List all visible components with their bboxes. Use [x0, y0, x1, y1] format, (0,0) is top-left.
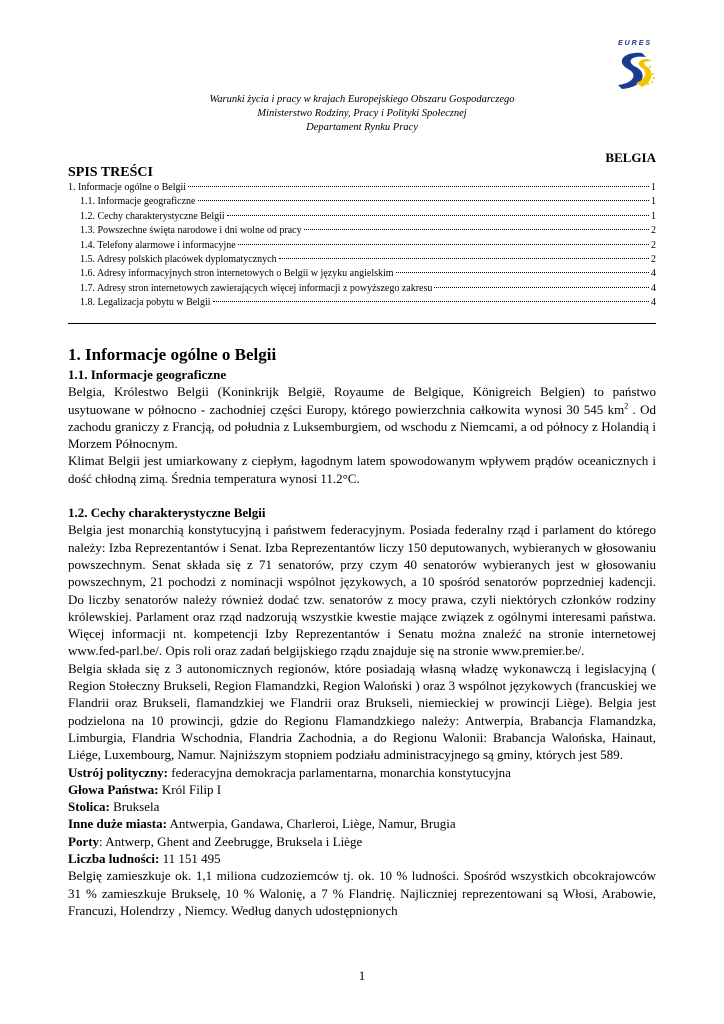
toc-entry-label: 1.2. Cechy charakterystyczne Belgii — [80, 210, 225, 222]
toc-leader-dots — [238, 244, 649, 245]
toc-entry[interactable] — [68, 224, 656, 238]
header-line-1: Warunki życia i pracy w krajach Europejskiego Obszaru Gospodarczego — [209, 94, 515, 105]
toc-entry-page: 1 — [651, 196, 656, 208]
toc-entry-page: 1 — [651, 210, 656, 222]
fact-value: 11 151 495 — [159, 851, 221, 867]
toc-entry[interactable] — [68, 239, 656, 253]
toc-leader-dots — [198, 200, 650, 201]
toc-leader-dots — [434, 287, 649, 288]
page-number: 1 — [358, 968, 366, 983]
table-of-contents — [68, 181, 656, 311]
toc-entry[interactable] — [68, 253, 656, 267]
toc-entry-page: 2 — [651, 239, 656, 251]
fact-line — [68, 850, 656, 867]
toc-entry-label: 1.5. Adresy polskich placówek dyplomatycznych — [80, 253, 277, 265]
toc-entry-label: 1.3. Powszechne święta narodowe i dni wolne od pracy — [80, 225, 302, 237]
toc-entry-label: 1.4. Telefony alarmowe i informacyjne — [80, 239, 236, 251]
toc-leader-dots — [279, 258, 649, 259]
toc-entry-page: 2 — [651, 253, 656, 265]
document-body — [68, 344, 656, 919]
fact-line — [68, 833, 656, 850]
paragraph-climate: Klimat Belgii jest umiarkowany z ciepłym, łagodnym latem spowodowanym wpływem prądów oceanicznych i dość chłodną zimą. Średnia temperatura wynosi 11.2°C. — [68, 453, 656, 486]
toc-entry-label: 1.8. Legalizacja pobytu w Belgii — [80, 297, 211, 309]
toc-entry-label: 1. Informacje ogólne o Belgii — [68, 182, 187, 193]
paragraph-regions: Belgia składa się z 3 autonomicznych regionów, które posiadają własną władzę wykonawczą i legislacyjną ( Region Stołeczny Brukseli, Region Flamandzki, Region Waloński ) oraz 3 wspólnot językowych (francuskiej we Flandrii oraz Brukseli, flamandzkiej we Flandrii oraz Brukseli, niemieckiej w prowincji Liège). Belgia jest podzielona na 10 prowincji, gdzie do Regionu Flamandzkiego należy: Antwerpia, Brabancja Flamandzka, Limburgia, Flandria Wschodnia, Flandria Zachodnia, a do Regionu Walonii: Brabancja Walońska, Hainaut, Liége, Luxembourg, Namur. Najniższym stopniem podziału administracyjnego są gminy, których jest 589. — [68, 660, 656, 763]
toc-entry-label: 1.7. Adresy stron internetowych zawierających więcej informacji z powyższego zakresu — [80, 282, 433, 294]
toc-entry-label: 1.6. Adresy informacyjnych stron internetowych o Belgii w języku angielskim — [80, 268, 394, 280]
toc-leader-dots — [396, 272, 649, 273]
eures-emblem-icon — [612, 49, 658, 91]
paragraph-government: Belgia jest monarchią konstytucyjną i państwem federacyjnym. Posiada federalny rząd i parlament do którego należy: Izba Reprezentantów i Senat. Izba Reprezentantów liczy 150 deputowanych, wybieranych w głosowaniu powszechnym. Senat składa się z 71 senatorów, przy czym 40 senatorów wybieranych jest w głosowaniu powszechnym, 21 pochodzi z nominacji wspólnot językowych, a 10 spośród senatorów poprzedniej kadencji. Do liczby senatorów należy również dodać tzw. senatorów z mocy prawa, czyli niektórych członków rodziny królewskiej. Parlament oraz rząd nadzorują wszystkie kwestie mające związek z ogólnymi interesami państwa. Więcej informacji nt. kompetencji Izby Reprezentantów i Senatu można znaleźć na stronie internetowej www.fed-parl.be/. Opis roli oraz zadań belgijskiego rządu znajduje się na stronie www.premier.be/. — [68, 522, 656, 659]
header-line-3: Departament Rynku Pracy — [306, 122, 418, 133]
toc-leader-dots — [188, 186, 649, 187]
paragraph-population: Belgię zamieszkuje ok. 1,1 miliona cudzoziemców tj. ok. 10 % ludności. Spośród wszystkich obcokrajowców 31 % zamieszkuje Brukselę, 10 % Walonię, a 7 % Flandrię. Najliczniej reprezentowani są Włosi, Arabowie, Francuzi, Holendrzy , Niemcy. Według danych udostępnionych — [68, 868, 656, 918]
header-line-2: Ministerstwo Rodziny, Pracy i Polityki Społecznej — [257, 108, 467, 119]
toc-entry[interactable] — [68, 195, 656, 209]
eures-logo-text: EURES — [617, 40, 653, 47]
subsection-heading: 1.1. Informacje geograficzne — [68, 367, 227, 382]
toc-entry-page: 4 — [651, 282, 656, 294]
fact-key: Porty — [68, 833, 100, 849]
fact-line — [68, 781, 656, 798]
fact-key: Liczba ludności: — [68, 851, 160, 867]
fact-line — [68, 798, 656, 815]
fact-line — [68, 764, 656, 781]
section-heading: 1. Informacje ogólne o Belgii — [68, 345, 277, 364]
toc-leader-dots — [304, 229, 649, 230]
fact-key: Ustrój polityczny: — [68, 764, 169, 780]
fact-value: federacyjna demokracja parlamentarna, monarchia konstytucyjna — [168, 764, 511, 780]
fact-key: Stolica: — [68, 799, 110, 815]
toc-entry[interactable] — [68, 210, 656, 224]
toc-entry-page: 4 — [651, 268, 656, 280]
toc-entry-label: 1.1. Informacje geograficzne — [80, 196, 196, 208]
paragraph-text: Belgia, Królestwo Belgii (Koninkrijk België, Royaume de Belgique, Königreich Belgien) to państwo usytuowane w północno - zachodniej części Europy, którego powierzchnia całkowita wynosi 30 545 km — [68, 384, 656, 417]
toc-leader-dots — [227, 215, 649, 216]
toc-title: SPIS TREŚCI — [68, 165, 153, 180]
fact-key: Głowa Państwa: — [68, 781, 159, 797]
toc-entry-page: 2 — [651, 225, 656, 237]
toc-entry[interactable] — [68, 267, 656, 281]
paragraph-text: . Od zachodu graniczy z Francją, od południa z Luksemburgiem, od wschodu z Niemcami, a od północy z Holandią i Morzem Północnym. — [68, 401, 656, 452]
fact-key: Inne duże miasta: — [68, 816, 167, 832]
toc-entry[interactable] — [68, 181, 656, 195]
toc-leader-dots — [213, 301, 649, 302]
toc-entry-page: 4 — [651, 297, 656, 309]
fact-value: Bruksela — [109, 799, 160, 815]
fact-value: Król Filip I — [158, 781, 222, 797]
document-header — [120, 93, 604, 135]
fact-value: : Antwerp, Ghent and Zeebrugge, Bruksela i Liège — [99, 833, 363, 849]
superscript: 2 — [624, 401, 629, 411]
country-name: BELGIA — [605, 150, 656, 165]
eures-logo — [610, 40, 660, 92]
toc-entry-page: 1 — [651, 182, 656, 193]
section-divider — [68, 323, 656, 324]
fact-line — [68, 815, 656, 832]
paragraph-geography — [68, 383, 656, 452]
subsection-heading: 1.2. Cechy charakterystyczne Belgii — [68, 505, 266, 521]
toc-entry[interactable] — [68, 296, 656, 310]
fact-value: Antwerpia, Gandawa, Charleroi, Liège, Namur, Brugia — [166, 816, 456, 832]
toc-entry[interactable] — [68, 282, 656, 296]
